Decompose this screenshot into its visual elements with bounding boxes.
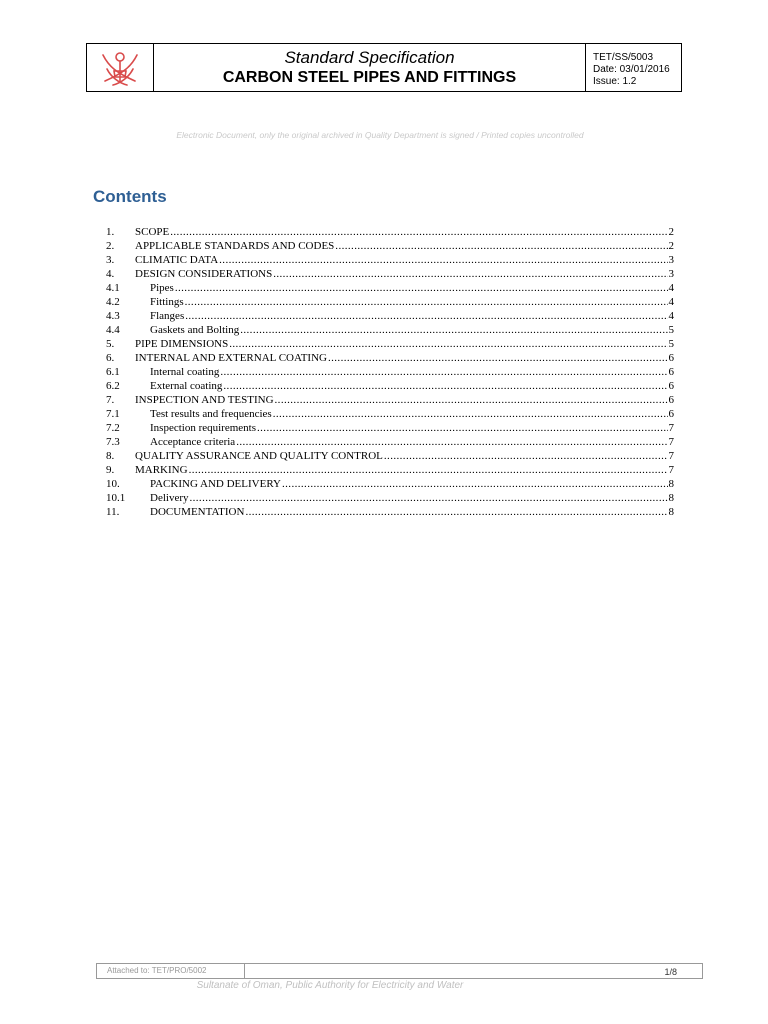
toc-entry-title: External coating [150,380,223,392]
toc-entry-number: 1. [106,226,115,238]
toc-dot-leader [282,477,668,491]
toc-entry-number: 5. [106,338,115,350]
toc-entry-title: PACKING AND DELIVERY [150,478,281,490]
toc-entry-page: 7 [668,464,674,476]
toc-entry[interactable] [106,225,674,239]
toc-entry[interactable] [106,379,674,393]
toc-entry-number: 3. [106,254,115,266]
title-cell [154,44,586,91]
toc-entry[interactable] [106,323,674,337]
toc-entry-number: 4.4 [106,324,120,336]
toc-entry-title: Pipes [150,282,174,294]
contents-heading: Contents [93,187,167,206]
toc-entry-title: Flanges [150,310,185,322]
toc-entry-page: 2 [668,240,674,252]
toc-dot-leader [189,463,668,477]
toc-dot-leader [273,267,667,281]
toc-entry-page: 8 [668,478,674,490]
toc-entry[interactable] [106,421,674,435]
toc-entry[interactable] [106,449,674,463]
toc-entry-number: 8. [106,450,115,462]
toc-entry-title: QUALITY ASSURANCE AND QUALITY CONTROL [135,450,383,462]
toc-entry-page: 6 [668,352,674,364]
document-issue: Issue: 1.2 [593,76,637,87]
toc-entry[interactable] [106,407,674,421]
toc-entry[interactable] [106,477,674,491]
toc-dot-leader [240,323,667,337]
toc-entry-number: 7.2 [106,422,120,434]
toc-entry-title: INSPECTION AND TESTING [135,394,274,406]
toc-entry-title: DOCUMENTATION [150,506,245,518]
toc-entry-page: 6 [668,380,674,392]
toc-entry[interactable] [106,435,674,449]
document-meta [586,44,681,91]
toc-entry-title: Test results and frequencies [150,408,272,420]
toc-entry-page: 7 [668,422,674,434]
toc-entry-number: 10. [106,478,120,490]
oman-emblem-logo-icon [97,47,143,89]
toc-entry-number: 4.1 [106,282,120,294]
toc-entry-title: APPLICABLE STANDARDS AND CODES [135,240,335,252]
toc-entry-page: 5 [668,338,674,350]
toc-entry-page: 5 [668,324,674,336]
toc-entry-page: 4 [668,282,674,294]
toc-entry-page: 6 [668,408,674,420]
toc-entry[interactable] [106,337,674,351]
toc-entry-number: 10.1 [106,492,126,504]
toc-entry-number: 9. [106,464,115,476]
toc-entry-page: 6 [668,394,674,406]
toc-dot-leader [328,351,668,365]
toc-dot-leader [273,407,668,421]
toc-entry-page: 6 [668,366,674,378]
toc-entry-number: 6. [106,352,115,364]
toc-entry-title: PIPE DIMENSIONS [135,338,229,350]
toc-dot-leader [335,239,667,253]
toc-entry-number: 7. [106,394,115,406]
page-indicator: 1/8 [664,967,677,977]
toc-entry-title: INTERNAL AND EXTERNAL COATING [135,352,327,364]
toc-entry-page: 2 [668,226,674,238]
toc-entry-page: 3 [668,254,674,266]
toc-entry-title: Internal coating [150,366,220,378]
toc-entry-title: CLIMATIC DATA [135,254,219,266]
toc-entry-title: Inspection requirements [150,422,256,434]
toc-entry[interactable] [106,253,674,267]
toc-dot-leader [245,505,667,519]
logo-cell [87,44,154,91]
toc-entry-title: DESIGN CONSIDERATIONS [135,268,273,280]
toc-entry-number: 4.2 [106,296,120,308]
document-id: TET/SS/5003 [593,52,654,63]
toc-dot-leader [275,393,668,407]
toc-entry-title: Delivery [150,492,189,504]
toc-dot-leader [219,253,667,267]
toc-dot-leader [185,295,668,309]
document-header [86,43,682,92]
toc-entry-page: 8 [668,492,674,504]
page-footer [96,963,703,979]
toc-entry-number: 11. [106,506,120,518]
toc-entry-number: 4.3 [106,310,120,322]
toc-entry-title: Fittings [150,296,184,308]
toc-entry[interactable] [106,239,674,253]
document-type-title: Standard Specification [284,47,455,67]
toc-entry-title: SCOPE [135,226,170,238]
toc-dot-leader [223,379,667,393]
toc-entry[interactable] [106,351,674,365]
authority-name: Sultanate of Oman, Public Authority for Electricity and Water [196,980,464,991]
toc-entry-title: Gaskets and Bolting [150,324,240,336]
toc-entry-page: 7 [668,450,674,462]
toc-entry[interactable] [106,505,674,519]
toc-entry[interactable] [106,267,674,281]
toc-entry-number: 4. [106,268,115,280]
toc-entry-page: 4 [668,296,674,308]
document-title: CARBON STEEL PIPES AND FITTINGS [222,68,517,86]
toc-entry-page: 3 [668,268,674,280]
toc-entry[interactable] [106,295,674,309]
toc-dot-leader [220,365,667,379]
toc-dot-leader [229,337,667,351]
toc-entry[interactable] [106,491,674,505]
toc-dot-leader [257,421,668,435]
toc-entry-page: 7 [668,436,674,448]
document-date: Date: 03/01/2016 [593,64,670,75]
toc-entry-title: Acceptance criteria [150,436,236,448]
uncontrolled-copy-disclaimer: Electronic Document, only the original archived in Quality Department is signed / Printed copies uncontrolled [176,130,584,140]
toc-dot-leader [384,449,668,463]
toc-entry-title: MARKING [135,464,188,476]
toc-entry-number: 6.2 [106,380,120,392]
toc-entry[interactable] [106,365,674,379]
table-of-contents [106,225,674,519]
toc-entry[interactable] [106,309,674,323]
toc-entry[interactable] [106,393,674,407]
attached-to-reference: Attached to: TET/PRO/5002 [97,964,245,978]
toc-dot-leader [170,225,667,239]
toc-entry-number: 2. [106,240,115,252]
toc-entry-number: 7.1 [106,408,120,420]
toc-dot-leader [189,491,667,505]
toc-entry[interactable] [106,281,674,295]
toc-entry[interactable] [106,463,674,477]
toc-dot-leader [175,281,668,295]
toc-dot-leader [236,435,667,449]
toc-dot-leader [185,309,667,323]
toc-entry-number: 7.3 [106,436,120,448]
toc-entry-page: 4 [668,310,674,322]
toc-entry-page: 8 [668,506,674,518]
toc-entry-number: 6.1 [106,366,120,378]
